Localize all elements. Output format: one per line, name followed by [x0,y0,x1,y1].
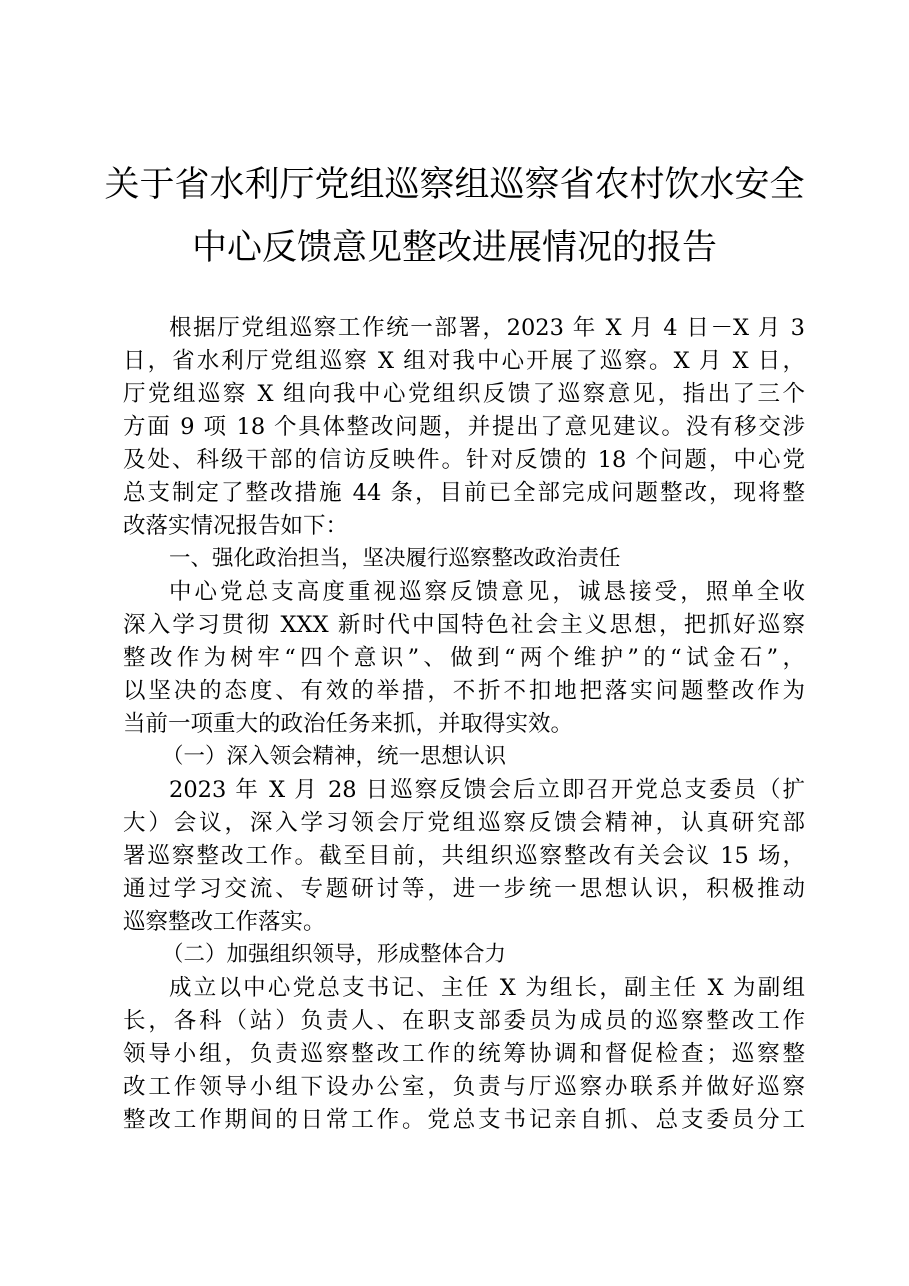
paragraph-line: 中心党总支高度重视巡察反馈意见，诚恳接受，照单全收 [169,579,805,605]
document-title-line-1: 关于省水利厅党组巡察组巡察省农村饮水安全 [104,165,805,205]
paragraph-line: 巡察整改工作落实。 [123,909,326,935]
paragraph-line: 署巡察整改工作。截至目前，共组织巡察整改有关会议 15 场， [123,843,805,869]
document-title-line-2: 中心反馈意见整改进展情况的报告 [191,228,717,268]
paragraph-line: 整改作为树牢“四个意识”、做到“两个维护”的“试金石”， [123,645,805,671]
paragraph-line: 2023 年 X 月 28 日巡察反馈会后立即召开党总支委员（扩 [169,777,805,803]
paragraph-line: 改工作领导小组下设办公室，负责与厅巡察办联系并做好巡察 [123,1074,805,1100]
paragraph-line: 长，各科（站）负责人、在职支部委员为成员的巡察整改工作 [123,1008,805,1034]
paragraph-line: 大）会议，深入学习领会厅党组巡察反馈会精神，认真研究部 [123,810,805,836]
paragraph-line: 成立以中心党总支书记、主任 X 为组长，副主任 X 为副组 [169,975,805,1001]
subsection-heading-1: （一）深入领会精神，统一思想认识 [162,744,507,769]
section-heading-1: 一、强化政治担当，坚决履行巡察整改政治责任 [169,546,621,571]
paragraph-line: 改落实情况报告如下： [123,513,349,539]
paragraph-line: 以坚决的态度、有效的举措，不折不扣地把落实问题整改作为 [123,678,805,704]
paragraph-line: 领导小组，负责巡察整改工作的统筹协调和督促检查；巡察整 [123,1041,805,1067]
paragraph-line: 深入学习贯彻 XXX 新时代中国特色社会主义思想，把抓好巡察 [123,612,805,638]
paragraph-line: 根据厅党组巡察工作统一部署，2023 年 X 月 4 日－X 月 3 [169,315,805,341]
paragraph-line: 日，省水利厅党组巡察 X 组对我中心开展了巡察。X 月 X 日， [123,348,805,374]
paragraph-line: 厅党组巡察 X 组向我中心党组织反馈了巡察意见，指出了三个 [123,381,805,407]
paragraph-line: 方面 9 项 18 个具体整改问题，并提出了意见建议。没有移交涉 [123,414,805,440]
paragraph-line: 总支制定了整改措施 44 条，目前已全部完成问题整改，现将整 [123,480,805,506]
paragraph-line: 及处、科级干部的信访反映件。针对反馈的 18 个问题，中心党 [123,447,805,473]
subsection-heading-2: （二）加强组织领导，形成整体合力 [162,942,507,967]
paragraph-line: 整改工作期间的日常工作。党总支书记亲自抓、总支委员分工 [123,1107,805,1133]
paragraph-line: 通过学习交流、专题研讨等，进一步统一思想认识，积极推动 [123,876,805,902]
paragraph-line: 当前一项重大的政治任务来抓，并取得实效。 [123,711,574,737]
